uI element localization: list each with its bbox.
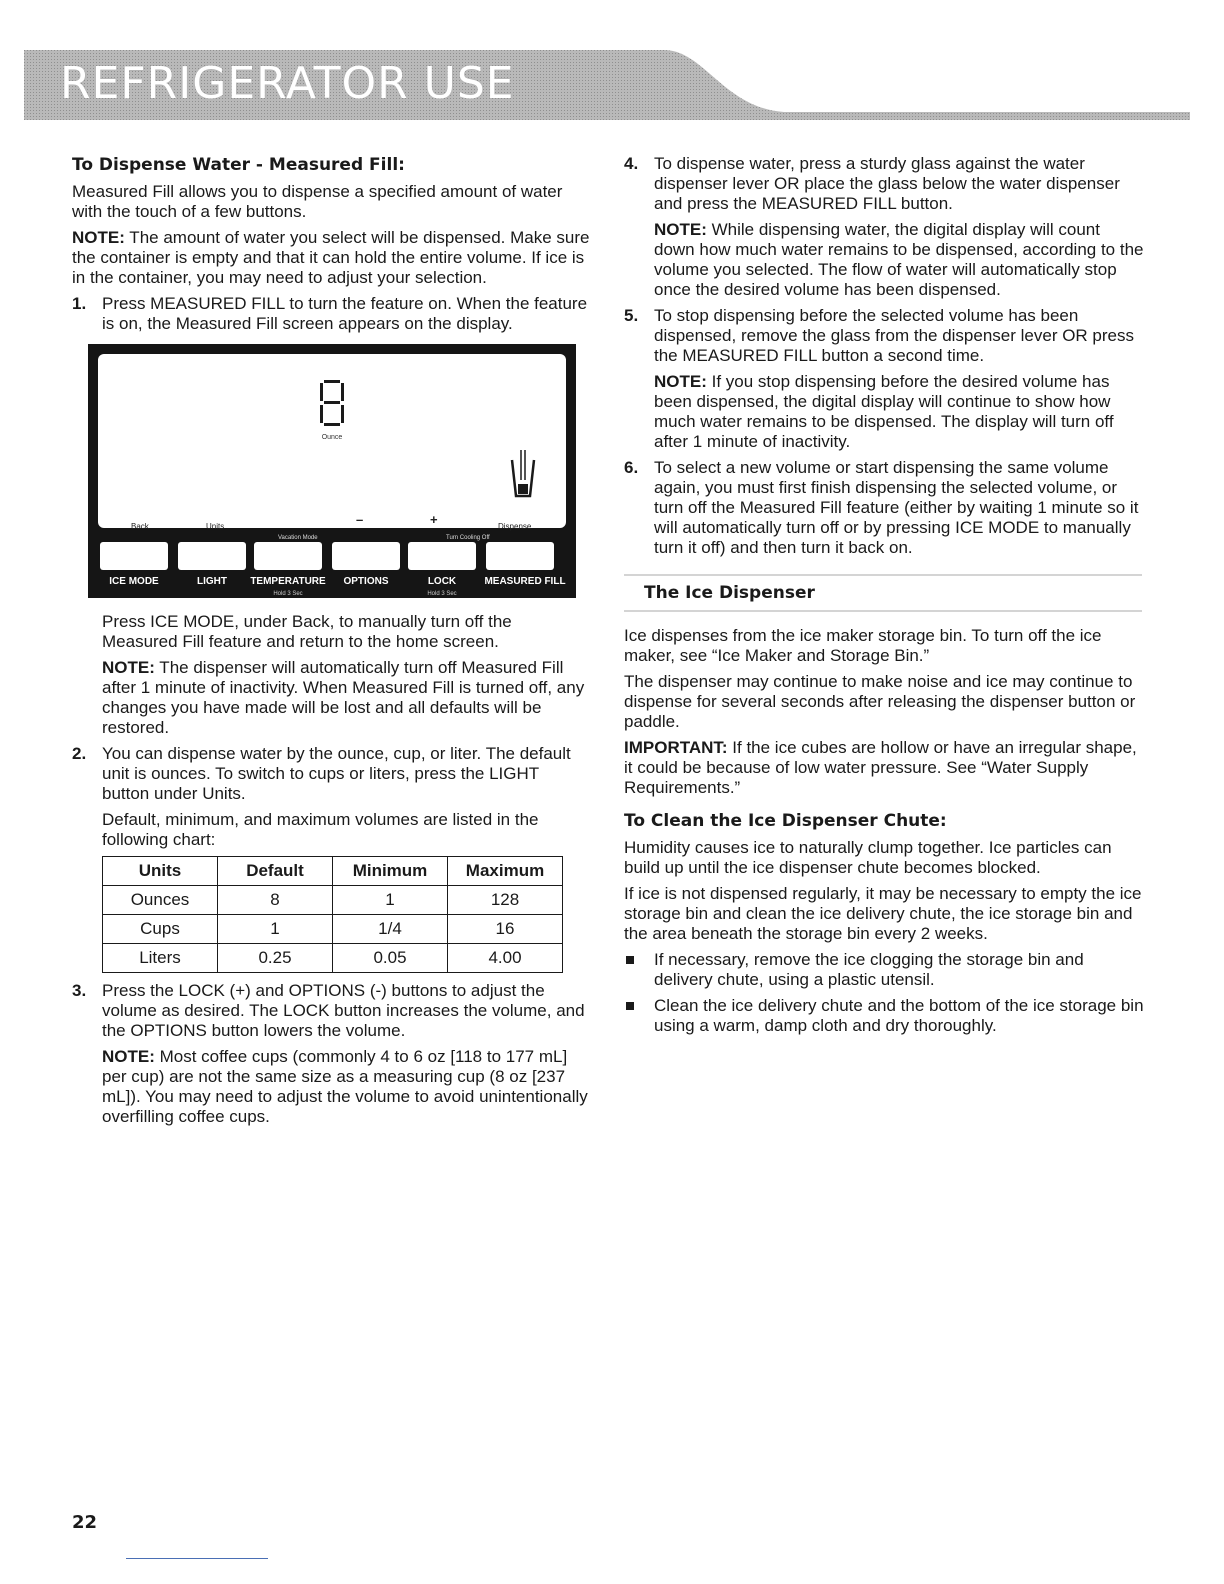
options-button[interactable] bbox=[332, 542, 400, 570]
temperature-button[interactable] bbox=[254, 542, 322, 570]
table-cell: 1 bbox=[333, 886, 448, 915]
chute-paragraph: Humidity causes ice to naturally clump together. Ice particles can build up until the ice dispenser chute becomes blocked. bbox=[624, 838, 1112, 877]
note-text: If you stop dispensing before the desired volume has been dispensed, the digital display will continue to show how much water remains to be dispensed. The display will turn off after 1 minute of inactivity. bbox=[654, 372, 1114, 451]
step-number: 1. bbox=[72, 294, 87, 313]
dispense-label: Dispense bbox=[498, 522, 532, 531]
step-number: 6. bbox=[624, 458, 639, 477]
table-cell: 16 bbox=[448, 915, 563, 944]
ice-dispenser-section-header bbox=[624, 574, 1142, 612]
note-paragraph bbox=[72, 658, 590, 738]
table-cell: 8 bbox=[218, 886, 333, 915]
important-text: If the ice cubes are hollow or have an irregular shape, it could be because of low water pressure. See “Water Supply Requirements.” bbox=[624, 738, 1137, 797]
table-cell: 1/4 bbox=[333, 915, 448, 944]
bullet-item bbox=[624, 950, 1144, 990]
lock-hold-text: Hold 3 Sec bbox=[427, 591, 457, 597]
page-number: 22 bbox=[72, 1512, 98, 1533]
temperature-label: TEMPERATURE bbox=[250, 576, 326, 587]
step-3 bbox=[72, 981, 590, 1041]
heading-clean-chute: To Clean the Ice Dispenser Chute: bbox=[624, 811, 947, 831]
step-text: To stop dispensing before the selected volume has been dispensed, remove the glass from the dispenser lever OR press the MEASURED FILL button a second time. bbox=[654, 306, 1135, 365]
bullet-item bbox=[624, 996, 1144, 1036]
table-row bbox=[103, 886, 563, 915]
light-label: LIGHT bbox=[197, 576, 227, 587]
cup-icon bbox=[510, 450, 536, 503]
unit-label: Ounce bbox=[321, 434, 343, 441]
volumes-table bbox=[102, 856, 563, 973]
note-paragraph bbox=[72, 228, 590, 288]
minus-label: – bbox=[356, 512, 364, 527]
important-label: IMPORTANT: bbox=[624, 738, 728, 757]
section-banner bbox=[24, 50, 1190, 120]
seven-segment-digit bbox=[320, 380, 344, 431]
heading-measured-fill: To Dispense Water - Measured Fill: bbox=[72, 155, 405, 175]
note-text: Most coffee cups (commonly 4 to 6 oz [118 to 177 mL] per cup) are not the same size as a measuring cup (8 oz [237 mL]). You may need to adjust the volume to avoid unintentionally overfilling coffee cups. bbox=[102, 1047, 588, 1126]
vacation-mode-bracket: Vacation Mode bbox=[278, 535, 318, 541]
table-header: Minimum bbox=[333, 857, 448, 886]
table-cell: 128 bbox=[448, 886, 563, 915]
table-cell: Ounces bbox=[103, 886, 218, 915]
turn-cooling-off-bracket: Turn Cooling Off bbox=[446, 535, 490, 541]
note-label: NOTE: bbox=[72, 228, 125, 247]
step-text: Press the LOCK (+) and OPTIONS (-) buttons to adjust the volume as desired. The LOCK button increases the volume, and the OPTIONS button lowers the volume. bbox=[102, 981, 585, 1040]
digit-icon bbox=[320, 380, 344, 426]
measured-fill-button[interactable] bbox=[486, 542, 554, 570]
step-text: You can dispense water by the ounce, cup, or liter. The default unit is ounces. To switch to cups or liters, press the LIGHT button under Units. bbox=[102, 744, 571, 803]
ice-mode-button[interactable] bbox=[100, 542, 168, 570]
footer-rule bbox=[126, 1558, 268, 1559]
plus-label: + bbox=[430, 512, 438, 527]
chart-intro: Default, minimum, and maximum volumes are listed in the following chart: bbox=[102, 810, 539, 849]
ice-mode-label: ICE MODE bbox=[109, 576, 159, 587]
note-label: NOTE: bbox=[102, 658, 155, 677]
step-1 bbox=[72, 294, 590, 334]
note-text: The amount of water you select will be dispensed. Make sure the container is empty and that it can hold the entire volume. If ice is in the container, you may need to adjust your selection. bbox=[72, 228, 590, 287]
table-header-row bbox=[103, 857, 563, 886]
light-button[interactable] bbox=[178, 542, 246, 570]
display-screen bbox=[98, 354, 566, 531]
step-number: 4. bbox=[624, 154, 639, 173]
note-paragraph bbox=[72, 1047, 590, 1127]
right-column bbox=[624, 154, 1144, 1042]
table-cell: 0.05 bbox=[333, 944, 448, 973]
heading-ice-dispenser: The Ice Dispenser bbox=[644, 583, 815, 603]
step-text: Press MEASURED FILL to turn the feature on. When the feature is on, the Measured Fill screen appears on the display. bbox=[102, 294, 588, 333]
step-number: 5. bbox=[624, 306, 639, 325]
back-label: Back bbox=[131, 522, 149, 531]
table-row bbox=[103, 944, 563, 973]
intro-paragraph: Measured Fill allows you to dispense a specified amount of water with the touch of a few buttons. bbox=[72, 182, 563, 221]
table-cell: Liters bbox=[103, 944, 218, 973]
table-cell: 1 bbox=[218, 915, 333, 944]
lock-button[interactable] bbox=[408, 542, 476, 570]
note-text: While dispensing water, the digital display will count down how much water remains to be dispensed, according to the volume you selected. The flow of water will automatically stop once the desired volume has been dispensed. bbox=[654, 220, 1144, 299]
options-label: OPTIONS bbox=[343, 576, 389, 587]
table-header: Maximum bbox=[448, 857, 563, 886]
bullet-square-icon bbox=[626, 1002, 634, 1010]
bullet-square-icon bbox=[626, 956, 634, 964]
ice-paragraph: The dispenser may continue to make noise and ice may continue to dispense for several seconds after releasing the dispenser button or paddle. bbox=[624, 672, 1136, 731]
left-column bbox=[72, 154, 590, 1133]
step-number: 2. bbox=[72, 744, 87, 763]
step-number: 3. bbox=[72, 981, 87, 1000]
note-paragraph bbox=[624, 372, 1144, 452]
dispenser-control-panel bbox=[88, 344, 576, 598]
bullet-text: Clean the ice delivery chute and the bottom of the ice storage bin using a warm, damp cloth and dry thoroughly. bbox=[654, 996, 1144, 1035]
note-text: The dispenser will automatically turn off Measured Fill after 1 minute of inactivity. When Measured Fill is turned off, any changes you have made will be lost and all defaults will be restored. bbox=[102, 658, 585, 737]
table-header: Units bbox=[103, 857, 218, 886]
step-5 bbox=[624, 306, 1144, 366]
measured-fill-label: MEASURED FILL bbox=[484, 576, 566, 587]
table-cell: 4.00 bbox=[448, 944, 563, 973]
step-text: To select a new volume or start dispensing the same volume again, you must first finish dispensing the selected volume, or turn off the Measured Fill feature (either by waiting 1 minute so it will automatically turn off or by pressing ICE MODE to manually turn it off) and then turn it back on. bbox=[654, 458, 1139, 557]
temperature-hold-text: Hold 3 Sec bbox=[273, 591, 303, 597]
step-text: To dispense water, press a sturdy glass against the water dispenser lever OR place the glass below the water dispenser and press the MEASURED FILL button. bbox=[654, 154, 1120, 213]
step-6 bbox=[624, 458, 1144, 558]
note-label: NOTE: bbox=[654, 220, 707, 239]
bullet-text: If necessary, remove the ice clogging the storage bin and delivery chute, using a plastic utensil. bbox=[654, 950, 1084, 989]
units-label: Units bbox=[206, 522, 225, 531]
table-cell: Cups bbox=[103, 915, 218, 944]
table-row bbox=[103, 915, 563, 944]
lock-label: LOCK bbox=[427, 576, 457, 587]
step-4 bbox=[624, 154, 1144, 214]
important-paragraph bbox=[624, 738, 1144, 798]
ice-paragraph: Ice dispenses from the ice maker storage bin. To turn off the ice maker, see “Ice Maker and Storage Bin.” bbox=[624, 626, 1102, 665]
banner-title: REFRIGERATOR USE bbox=[60, 58, 515, 109]
table-cell: 0.25 bbox=[218, 944, 333, 973]
note-label: NOTE: bbox=[102, 1047, 155, 1066]
chute-paragraph: If ice is not dispensed regularly, it may be necessary to empty the ice storage bin and clean the ice delivery chute, the ice storage bin and the area beneath the storage bin every 2 weeks. bbox=[624, 884, 1142, 943]
step-2 bbox=[72, 744, 590, 804]
note-label: NOTE: bbox=[654, 372, 707, 391]
note-paragraph bbox=[624, 220, 1144, 300]
ice-mode-paragraph: Press ICE MODE, under Back, to manually turn off the Measured Fill feature and return to the home screen. bbox=[102, 612, 512, 651]
table-header: Default bbox=[218, 857, 333, 886]
